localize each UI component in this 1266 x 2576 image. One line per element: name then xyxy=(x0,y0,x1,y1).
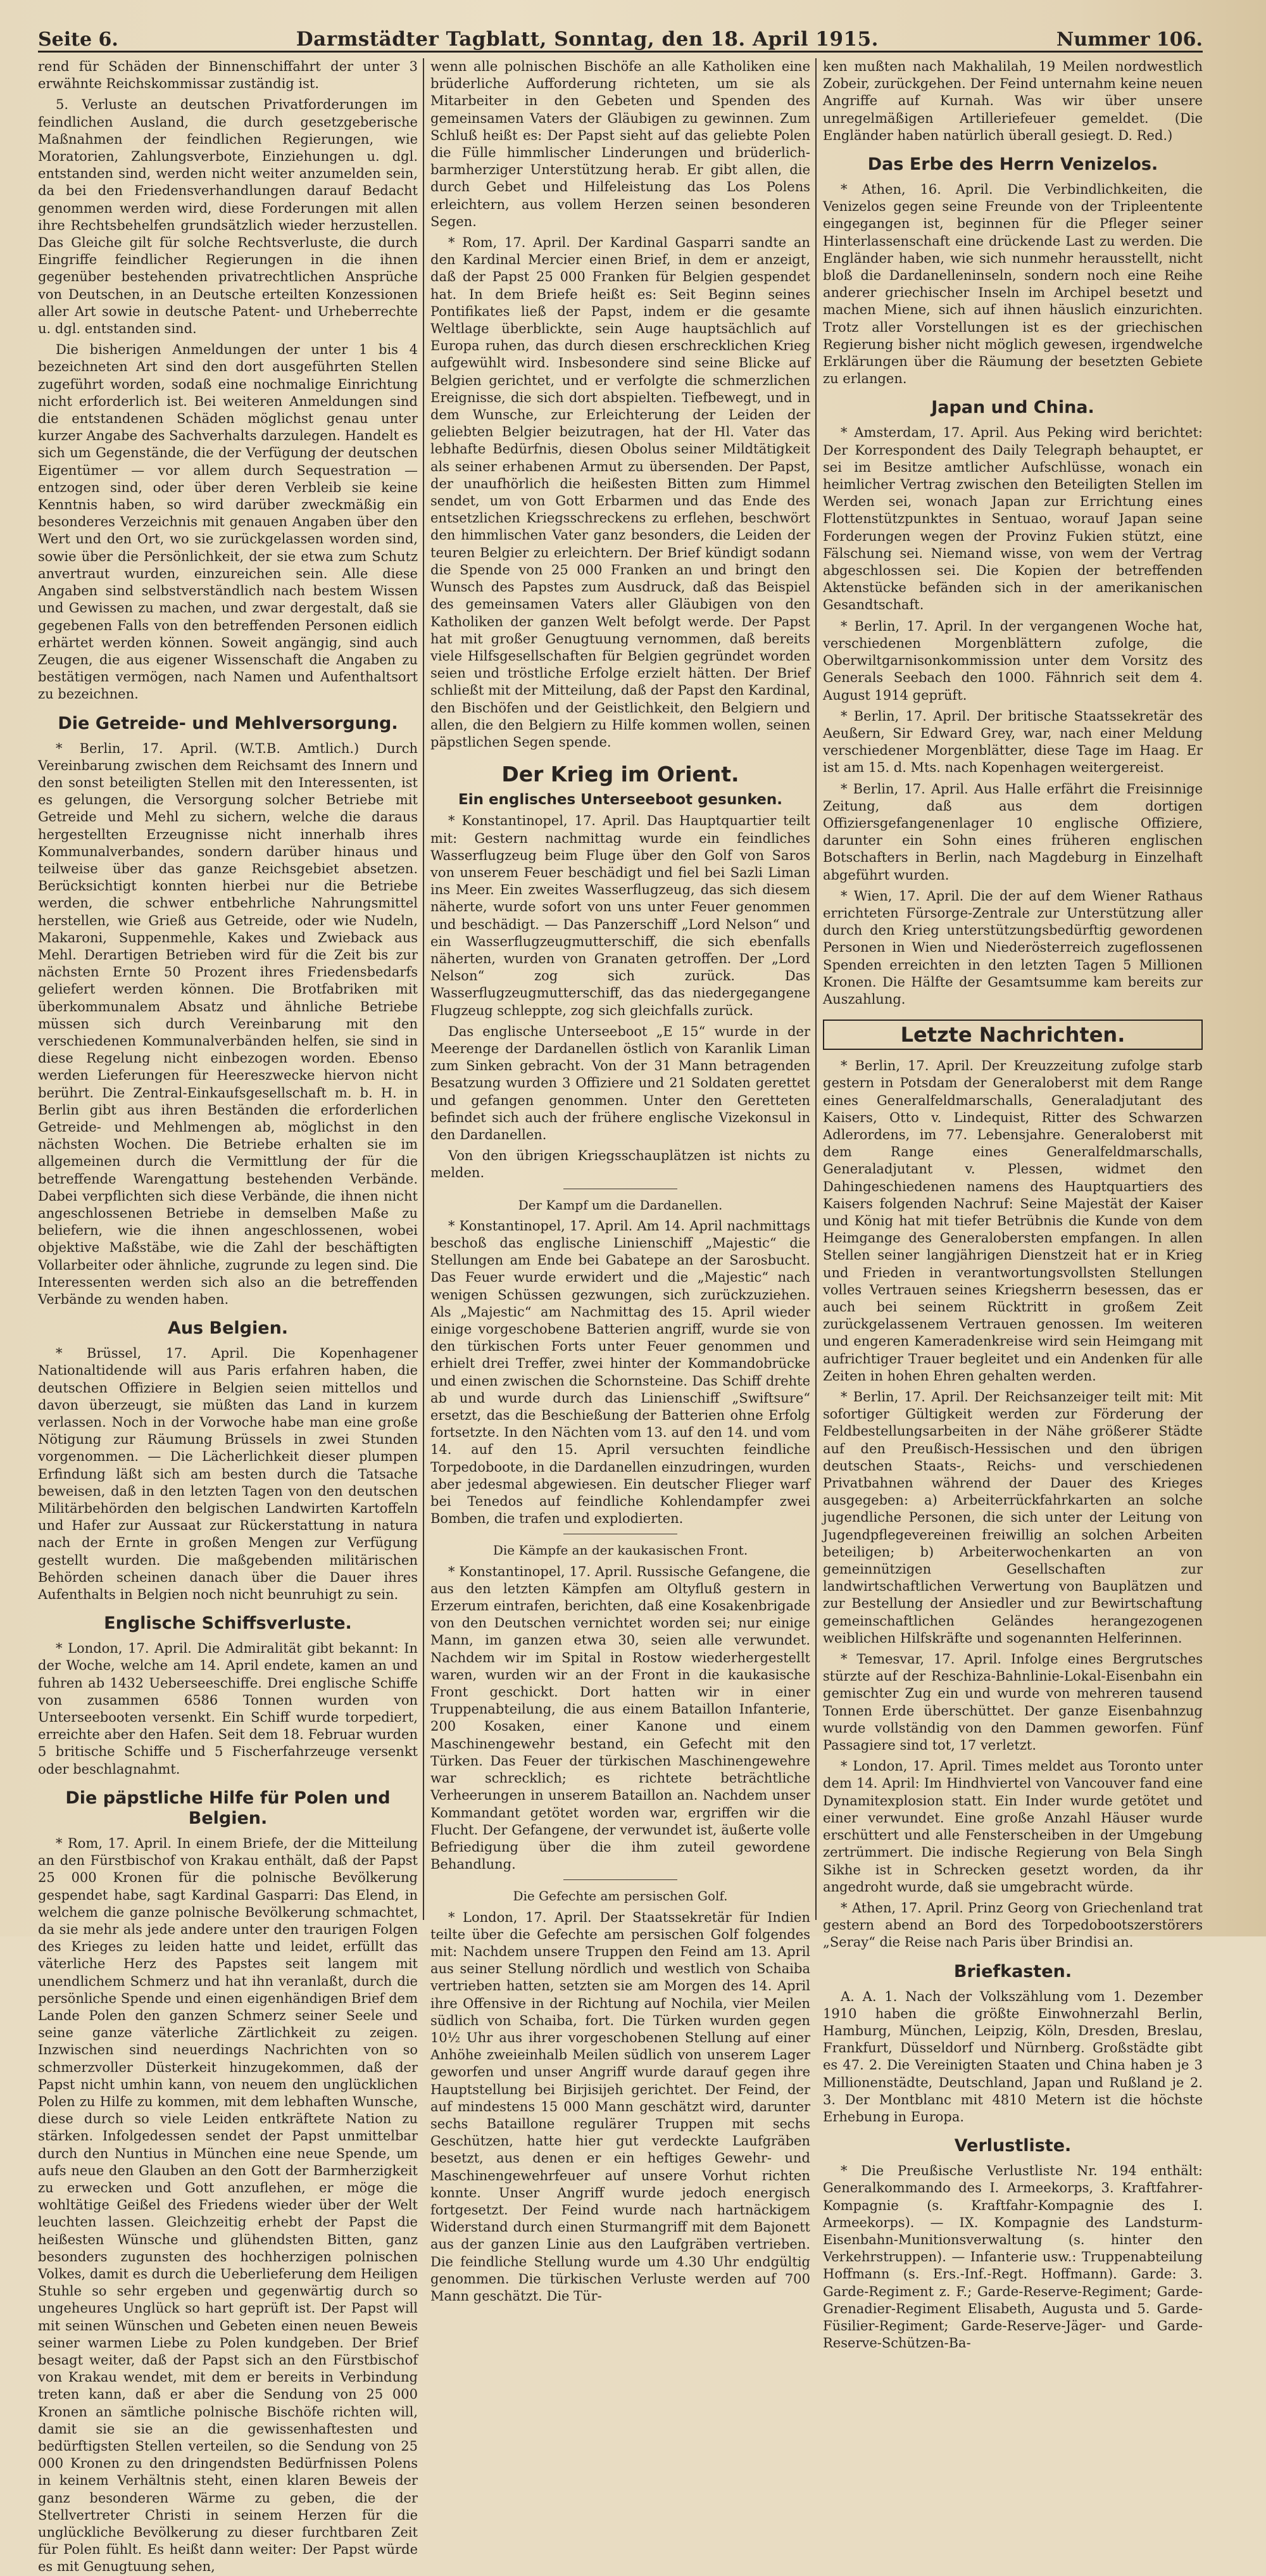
column-rule xyxy=(815,58,817,1920)
article-paragraph: Von den übrigen Kriegsschauplätzen ist nichts zu melden. xyxy=(430,1148,810,1181)
subheadline-unterseeboot: Ein englisches Unterseeboot gesunken. xyxy=(458,792,782,809)
article-paragraph: * Die Preußische Verlustliste Nr. 194 enthält: Generalkommando des I. Armeekorps, 3. Kraftfahrer-Kompagnie (s. Kraftfahr-Kompagnie des I. Armeekorps). — IX. Kompagnie des Landsturm-Eisenbahn-Munitionsverwaltung (s. hinter den Verkehrstruppen). — Infanterie usw.: Truppenabteilung Hoffmann (s. Ers.-Inf.-Regt. Hoffmann). Garde: 3. Garde-Regiment z. F.; Garde-Reserve-Regiment; Garde-Grenadier-Regiment Elisabeth, Augusta und 5. Garde-Füsilier-Regiment; Garde-Reserve-Jäger- und Garde-Reserve-Schützen-Ba- xyxy=(823,2163,1203,2351)
article-paragraph: * Amsterdam, 17. April. Aus Peking wird berichtet: Der Korrespondent des Daily Telegraph behauptet, er sei im Besitze amtlicher Aufschlüsse, wonach ein heimlicher Vertrag zwischen den Beteiligten Stellen im Werden sei, wonach Japan zur Errichtung eines Flottenstützpunktes in Sentuao, worauf Japan seine Forderungen wegen der Provinz Fukien stützt, eine Fälschung sei. Niemand wisse, von wem der Vertrag abgeschlossen sei. Die Kopien der betreffenden Aktenstücke befänden sich in der amerikanischen Gesandtschaft. xyxy=(823,425,1203,613)
headline-getreide: Die Getreide- und Mehlversorgung. xyxy=(58,713,398,733)
article-paragraph: * Berlin, 17. April. (W.T.B. Amtlich.) Durch Vereinbarung zwischen dem Reichsamt des Innern und den sonst beteiligten Stellen mit den Interessenten, ist es gelungen, die Versorgung solcher Betriebe mit Getreide und Mehl zu sichern, welche die daraus hergestellten Erzeugnisse nicht innerhalb ihres Kommunalverbandes, sondern darüber hinaus und teilweise über das ganze Reichsgebiet absetzen. Berücksichtigt konnten hierbei nur die Betriebe werden, die schwer entbehrliche Nahrungsmittel herstellen, wie Grieß aus Getreide, oder wie Nudeln, Makaroni, Suppenmehle, Kakes und Zwieback aus Mehl. Derartigen Betrieben wird für die Zeit bis zur nächsten Ernte 50 Prozent ihres Friedensbedarfs geliefert werden können. Die Brotfabriken mit überkommunalem Absatz und ähnliche Betriebe müssen sich durch Vereinbarung mit den verschiedenen Kommunalverbänden helfen, sie sind in diese Regelung nicht einbezogen worden. Ebenso werden Lieferungen für Heereszwecke hiervon nicht berührt. Die Zentral-Einkaufsgesellschaft m. b. H. in Berlin gibt aus ihren Beständen die erforderlichen Getreide- und Mehlmengen ab, möglichst in den nächsten Wochen. Die Betriebe erhalten sie im allgemeinen durch die Vermittlung der für die betreffende Warengattung bestehenden Verbände. Dabei verpflichten sich diese Verbände, die ihnen nicht angeschlossenen Betriebe in demselben Maße zu beliefern, wie die ihnen angeschlossenen, wobei objektive Maßstäbe, wie die Zahl der beschäftigten Vollarbeiter oder ähnliche, zugrunde zu legen sind. Die Interessenten werden sich also an die betreffenden Verbände zu wenden haben. xyxy=(38,740,418,1308)
article-paragraph: * Konstantinopel, 17. April. Am 14. April nachmittags beschoß das englische Linienschiff „Majestic“ die Stellungen am Ende bei Gabatepe an der Sarosbucht. Das Feuer wurde erwidert und die „Majestic“ nach wenigen Schüssen gezwungen, sich zurückzuziehen. Als „Majestic“ am Nachmittag des 15. April wieder einige vorgeschobene Batterien angriff, wurde sie von den türkischen Forts unter Feuer genommen und erhielt drei Treffer, zwei hinter der Kommandobrücke und einen zwischen die Schornsteine. Das Schiff drehte ab und wurde durch das Linienschiff „Swiftsure“ ersetzt, das die Beschießung der Batterien ohne Erfolg fortsetzte. In den Nächten vom 13. auf den 14. und vom 14. auf den 15. April versuchten feindliche Torpedoboote, in die Dardanellen einzudringen, wurden aber jedesmal abgewiesen. Ein deutscher Flieger warf bei Tenedos auf feindliche Kohlendampfer zwei Bomben, die trafen und explodierten. xyxy=(430,1218,810,1527)
article-paragraph: * London, 17. April. Der Staatssekretär für Indien teilte über die Gefechte am persischen Golf folgendes mit: Nachdem unsere Truppen den Feind am 13. April aus seiner Stellung nördlich und westlich von Schaiba vertrieben hatten, setzten sie am Morgen des 14. April ihre Offensive in der Richtung auf Nochila, vier Meilen südlich von Schaiba, fort. Die Türken wurden gegen 10½ Uhr aus ihrer vorgeschobenen Stellung auf einer Anhöhe zweieinhalb Meilen südlich von unserem Lager geworfen und unser Angriff wurde darauf gegen ihre Hauptstellung bei Birjisijeh gerichtet. Der Feind, der auf mindestens 15 000 Mann geschätzt wird, darunter sechs Bataillone regulärer Truppen mit sechs Geschützen, hatte hier gut verdeckte Laufgräben besetzt, aus denen er ein heftiges Gewehr- und Maschinengewehrfeuer auf unsere Vorhut richten konnte. Unser Angriff wurde jedoch energisch fortgesetzt. Der Feind wurde nach hartnäckigem Widerstand durch einen Sturmangriff mit dem Bajonett aus der ganzen Linie aus den Laufgräben vertrieben. Die feindliche Stellung wurde um 4.30 Uhr endgültig genommen. Die türkischen Verluste werden auf 700 Mann geschätzt. Die Tür- xyxy=(430,1909,810,2304)
article-paragraph: * London, 17. April. Die Admiralität gibt bekannt: In der Woche, welche am 14. April endete, kamen an und fuhren ab 1432 Ueberseeschiffe. Drei englische Schiffe von zusammen 6586 Tonnen wurden von Unterseebooten versenkt. Ein Schiff wurde torpediert, erreichte aber den Hafen. Seit dem 18. Februar wurden 5 britische Schiffe und 5 Fischerfahrzeuge versenkt oder beschlagnahmt. xyxy=(38,1641,418,1777)
subheadline-kaukasus: Die Kämpfe an der kaukasischen Front. xyxy=(492,1543,748,1558)
article-paragraph: Die bisherigen Anmeldungen der unter 1 bis 4 bezeichneten Art sind den dort ausgeführten Stellen zugeführt worden, sodaß eine nochmalige Einrichtung nicht erforderlich ist. Bei weiteren Anmeldungen sind die entstandenen Schäden möglichst genau unter kurzer Angabe des Sachverhalts darzulegen. Handelt es sich um Gegenstände, die der Verfügung der deutschen Eigentümer — vor allem durch Sequestration — entzogen sind, oder über deren Verbleib sie keine Kenntnis haben, so wird darüber zweckmäßig ein besonderes Verzeichnis mit genauen Angaben über den Wert und den Ort, wo sie zurückgelassen worden sind, sowie über die Persönlichkeit, der sie etwa zum Schutz anvertraut wurden, einzureichen sein. Alle diese Angaben sind selbstverständlich nach bestem Wissen und Gewissen zu machen, und zwar dergestalt, daß sie gegebenen Falls von den betreffenden Personen eidlich erhärtet werden können. Soweit angängig, sind auch Zeugen, die aus eigener Wissenschaft die Angaben zu bestätigen vermögen, nach Namen und Aufenthaltsort zu bezeichnen. xyxy=(38,342,418,702)
article-paragraph: * Wien, 17. April. Die der auf dem Wiener Rathaus errichteten Fürsorge-Zentrale zur Unterstützung aller durch den Krieg unterstützungsbedürftig gewordenen Personen in Wien und Niederösterreich zugeflossenen Spenden erreichten in den letzten Tagen 5 Millionen Kronen. Die Hälfte der Gesamtsumme kam bereits zur Auszahlung. xyxy=(823,888,1203,1007)
article-paragraph: * Berlin, 17. April. Der Reichsanzeiger teilt mit: Mit sofortiger Gültigkeit werden zur Förderung der Feldbestellungsarbeiten in der Nähe größerer Städte auf den Preußisch-Hessischen und den übrigen deutschen Staats-, Reichs- und verschiedenen Privatbahnen während der Dauer des Krieges ausgegeben: a) Arbeiterrückfahrkarten an solche jugendliche Personen, die sich unter der Leitung von Jugendpflegevereinen freiwillig an solchen Arbeiten beteiligen; b) Arbeiterwochenkarten an von gemeinnützigen Gesellschaften zur landwirtschaftlichen Verwertung von Bauplätzen und zur Bestellung der Ansiedler und zur Bewirtschaftung gemeinschaftlichen Geländes herangezogenen weiblichen Hilfskräfte und sogenannten Helferinnen. xyxy=(823,1389,1203,1646)
article-paragraph: * Rom, 17. April. In einem Briefe, der die Mitteilung an den Fürstbischof von Krakau enthält, daß der Papst 25 000 Kronen für die polnische Bevölkerung gespendet habe, sagt Kardinal Gasparri: Das Elend, in welchem die ganze polnische Bevölkerung schmachtet, da sie mehr als jede andere unter den traurigen Folgen des Krieges zu leiden hatte und leidet, erfüllt das väterliche Herz des Papstes seit langem mit unendlichem Schmerz und hat ihn veranlaßt, durch die persönliche Spende und einen eigenhändigen Brief dem Lande Polen den ganzen Schmerz seiner Seele und seine ganze väterliche Zärtlichkeit zu zeigen. Inzwischen sind neuerdings Nachrichten von so schmerzvoller Düsterkeit hinzugekommen, daß der Papst nicht umhin kann, von neuem den unglücklichen Polen zu Hilfe zu kommen, mit dem lebhaften Wunsche, diese durch so viele Leiden entkräftete Nation zu stärken. Infolgedessen sendet der Papst unmittelbar durch den Nuntius in München eine neue Spende, um aufs neue den Glauben an den Gott der Barmherzigkeit zu erwecken und Gott anzuflehen, er möge die wohltätige Geißel des Friedens wieder über der Welt leuchten lassen. Gleichzeitig erhebt der Papst die heißesten Wünsche und glühendsten Bitten, ganz besonders zugunsten des hochherzigen polnischen Volkes, damit es durch die Ueberlieferung dem Heiligen Stuhle so sehr ergeben und gegenwärtig durch so ungeheures Unglück so hart geprüft ist. Der Papst will mit seinen Wünschen und Gebeten einen neuen Beweis seiner warmen Liebe zu Polen kundgeben. Der Brief besagt weiter, daß der Papst sich an den Fürstbischof von Krakau wendet, mit dem er bereits in Verbindung treten kann, daß er aber die Sendung von 25 000 Kronen an sämtliche polnische Bischöfe richten will, damit sie sie an die gewissenhaftesten und bedürftigsten Stellen verteilen, so die Sendung von 25 000 Kronen zu den dringendsten Bedürfnissen Polens in keinem Verhältnis steht, einen klaren Beweis der ganz besonderen Wärme zu geben, die der Stellvertreter Christi in seinem Herzen für die unglückliche Bevölkerung zu dieser furchtbaren Zeit für Polen fühlt. Es heißt dann weiter: Der Papst würde es mit Genugtuung sehen, xyxy=(38,1835,418,2575)
article-paragraph: * Berlin, 17. April. Der britische Staatssekretär des Aeußern, Sir Edward Grey, war, nach einer Meldung verschiedener Morgenblätter, diese Tage im Haag. Er ist am 15. d. Mts. nach Kopenhagen weitergereist. xyxy=(823,708,1203,776)
article-paragraph: * Athen, 17. April. Prinz Georg von Griechenland trat gestern abend an Bord des Torpedobootszerstörers „Seray“ die Reise nach Paris über Brindisi an. xyxy=(823,1900,1203,1950)
masthead xyxy=(38,18,1203,53)
headline-venizelos: Das Erbe des Herrn Venizelos. xyxy=(867,155,1158,175)
headline-krieg-orient: Der Krieg im Orient. xyxy=(501,762,739,787)
headline-verlustliste: Verlustliste. xyxy=(954,2136,1072,2156)
issue-number: Nummer 106. xyxy=(1056,28,1203,51)
article-paragraph: * Berlin, 17. April. Der Kreuzzeitung zufolge starb gestern in Potsdam der Generaloberst mit dem Range eines Generalfeldmarschalls, Generaladjutant des Kaisers, Otto v. Lindequist, Ritter des Schwarzen Adlerordens, im 77. Lebensjahre. Generaloberst mit dem Range eines Generalfeldmarschalls, Generaladjutant v. Plessen, widmet den Dahingeschiedenen namens des Hauptquartiers des Kaisers folgenden Nachruf: Seine Majestät der Kaiser und König hat mit tiefer Betrübnis die Kunde von dem Heimgange des Generalobersten empfangen. In allen Stellen seiner langjährigen Dienstzeit hat er in Krieg und Frieden in verantwortungsvollsten Stellungen volles Vertrauen seines Kriegsherrn besessen, das er auch bei seinem Rücktritt in großem Zeit zurückgelassenem Vertrauen genossen. Im weiteren und engeren Kameradenkreise wird sein Heimgang mit aufrichtiger Trauer begleitet und ein Andenken für alle Zeiten in hohen Ehren gehalten werden. xyxy=(823,1058,1203,1384)
article-paragraph: rend für Schäden der Binnenschiffahrt der unter 3 erwähnte Reichskommissar zuständig ist. xyxy=(38,59,418,92)
subheadline-dardanellen: Der Kampf um die Dardanellen. xyxy=(518,1197,723,1213)
headline-letzte-nachrichten: Letzte Nachrichten. xyxy=(823,1020,1203,1050)
headline-schiffsverluste: Englische Schiffsverluste. xyxy=(104,1613,352,1634)
article-paragraph: * London, 17. April. Times meldet aus Toronto unter dem 14. April: Im Hindhviertel von Vancouver fand eine Dynamitexplosion statt. Ein Inder wurde getötet und einer verwundet. Eine große Anzahl Häuser wurde erschüttert und alle Fensterscheiben in der Umgebung zertrümmert. Die indische Regierung von Bela Singh Sikhe ist in Schrecken gesetzt worden, da ihr angedroht wurde, daß sie umgebracht würde. xyxy=(823,1758,1203,1895)
headline-briefkasten: Briefkasten. xyxy=(953,1961,1072,1981)
column-2 xyxy=(430,58,810,2304)
article-paragraph: * Konstantinopel, 17. April. Das Hauptquartier teilt mit: Gestern nachmittag wurde ein feindliches Wasserflugzeug beim Fluge über den Golf von Saros von unserem Feuer beschädigt und fiel bei Sazli Liman ins Meer. Ein zweites Wasserflugzeug, das sich diesem näherte, wurde sofort von uns unter Feuer genommen und beschädigt. — Das Panzerschiff „Lord Nelson“ und ein Wasserflugzeugmutterschiff, die sich ebenfalls näherten, wurden von Granaten getroffen. Der „Lord Nelson“ zog sich zurück. Das Wasserflugzeugmutterschiff, das das niedergegangene Flugzeug schleppte, zog sich gleichfalls zurück. xyxy=(430,813,810,1018)
article-paragraph: * Berlin, 17. April. Aus Halle erfährt die Freisinnige Zeitung, daß aus dem dortigen Offiziersgefangenenlager 10 englische Offiziere, darunter ein Sohn eines früheren englischen Botschafters in Berlin, nach Magdeburg in Einzelhaft abgeführt wurden. xyxy=(823,781,1203,883)
article-paragraph: A. A. 1. Nach der Volkszählung vom 1. Dezember 1910 haben die größte Einwohnerzahl Berlin, Hamburg, München, Leipzig, Köln, Dresden, Breslau, Frankfurt, Düsseldorf und Nürnberg. Großstädte gibt es 47. 2. Die Vereinigten Staaten und China haben je 3 Millionenstädte, Deutschland, Japan und Rußland je 2. 3. Der Montblanc mit 4810 Metern ist die höchste Erhebung in Europa. xyxy=(823,1988,1203,2125)
article-paragraph: * Berlin, 17. April. In der vergangenen Woche hat, verschiedenen Morgenblättern zufolge, die Oberwiltgarnisonkommission unter dem Vorsitz des Generals Seebach den 1000. Fähnrich seit dem 4. August 1914 geprüft. xyxy=(823,618,1203,703)
article-paragraph: * Brüssel, 17. April. Die Kopenhagener Nationaltidende will aus Paris erfahren haben, die deutschen Offiziere in Belgien seien mittellos und davon überzeugt, sie müßten das Land in kurzem verlassen. Noch in der Vorwoche habe man eine große Nötigung zur Räumung Brüssels in zwei Stunden vorgenommen. — Die Lächerlichkeit dieser plumpen Erfindung läßt sich am besten durch die Tatsache beweisen, daß in den letzten Tagen von den deutschen Militärbehörden den belgischen Landwirten Kartoffeln und Hafer zur Aussaat zur Rückerstattung in natura nach der Ernte in großen Mengen zur Verfügung gestellt wurden. Die maßgebenden militärischen Behörden scheinen danach über die Dauer ihres Aufenthalts in Belgien noch nicht beunruhigt zu sein. xyxy=(38,1346,418,1603)
column-1 xyxy=(38,58,418,2575)
column-3 xyxy=(823,58,1203,2351)
article-paragraph: wenn alle polnischen Bischöfe an alle Katholiken eine brüderliche Aufforderung richteten, um sie als Mitarbeiter in den Gebeten und Spenden des gemeinsamen Vaters der Gläubigen zu gewinnen. Zum Schluß heißt es: Der Papst sieht auf das geliebte Polen die Fülle himmlischer Linderungen und brüderlich-barmherziger Unterstützung herab. Er gibt allen, die durch Gebet und Hilfeleistung das Los Polens erleichtern, aus vollem Herzen seinen besonderen Segen. xyxy=(430,59,810,229)
article-paragraph: 5. Verluste an deutschen Privatforderungen im feindlichen Ausland, die durch gesetzgeberische Maßnahmen der feindlichen Regierungen, wie Moratorien, Zahlungsverbote, Einziehungen u. dgl. entstanden sind, werden nicht weiter anzumelden sein, da bei den Friedensverhandlungen darauf Bedacht genommen werden wird, diese Forderungen mit allen ihre Rechtsbehelfen grundsätzlich wieder herzustellen. Das Gleiche gilt für solche Rechtsverluste, die durch Eingriffe feindlicher Regierungen in die ihnen gegenüber bestehenden privatrechtlichen Ansprüche von Deutschen, in an Deutsche erteilten Konzessionen aller Art sowie in deutsche Patent- und Urheberrechte u. dgl. entstanden sind. xyxy=(38,97,418,337)
headline-japan-china: Japan und China. xyxy=(931,398,1094,418)
article-paragraph: * Athen, 16. April. Die Verbindlichkeiten, die Venizelos gegen seine Freunde von der Tripleentente eingegangen ist, beginnen für die Pfleger seiner Hinterlassenschaft eine drückende Last zu werden. Die Engländer haben, wie sich nunmehr herausstellt, nicht bloß die Dardanelleninseln, sondern noch eine Reihe anderer griechischer Inseln im Archipel besetzt und machen Miene, sich auf ihnen häuslich einzurichten. Trotz aller Vorstellungen ist es der griechischen Regierung bisher nicht möglich gewesen, irgendwelche Erklärungen über die Räumung der besetzten Gebiete zu erlangen. xyxy=(823,182,1203,387)
article-paragraph: * Temesvar, 17. April. Infolge eines Bergrutsches stürzte auf der Reschiza-Bahnlinie-Lokal-Eisenbahn ein gemischter Zug ein und wurde von mehreren tausend Tonnen Erde überschüttet. Der ganze Eisenbahnzug wurde vollständig von den Dammen geworfen. Fünf Passagiere sind tot, 17 verletzt. xyxy=(823,1651,1203,1753)
headline-belgien: Aus Belgien. xyxy=(167,1318,289,1339)
subheadline-persischer-golf: Die Gefechte am persischen Golf. xyxy=(513,1888,728,1904)
article-paragraph: ken mußten nach Makhalilah, 19 Meilen nordwestlich Zobeir, zurückgehen. Der Feind unternahm keine neuen Angriffe auf Kurnah. Was wir über unsere unregelmäßigen Artilleriefeuer gemeldet. (Die Engländer haben natürlich überall gesiegt. D. Red.) xyxy=(823,59,1203,143)
article-paragraph: Das englische Unterseeboot „E 15“ wurde in der Meerenge der Dardanellen östlich von Karanlik Liman zum Sinken gebracht. Von der 31 Mann betragenden Besatzung wurden 3 Offiziere und 21 Soldaten gerettet und gefangen genommen. Unter den Geretteten befindet sich auch der frühere englische Vizekonsul in den Dardanellen. xyxy=(430,1023,810,1142)
page-number: Seite 6. xyxy=(38,28,118,51)
newspaper-title-date: Darmstädter Tagblatt, Sonntag, den 18. April 1915. xyxy=(296,28,879,51)
column-rule xyxy=(423,58,424,1920)
divider xyxy=(563,1879,677,1880)
headline-paepstliche-hilfe: Die päpstliche Hilfe für Polen und Belgien. xyxy=(65,1788,391,1828)
article-paragraph: * Konstantinopel, 17. April. Russische Gefangene, die aus den letzten Kämpfen am Oltyfluß gestern in Erzerum eintrafen, berichten, daß eine Kosakenbrigade von den Deutschen vernichtet worden sei; nur einige Mann, im ganzen etwa 30, seien alle verwundet. Nachdem wir im Spital in Rostow wiederhergestellt waren, wurden wir an der Front in die kaukasische Front geschickt. Dort hatten wir in einer Truppenabteilung, die aus einem Bataillon Infanterie, 200 Kosaken, einer Kanone und einem Maschinengewehr bestand, ein Gefecht mit den Türken. Das Feuer der türkischen Maschinengewehre war schrecklich; es richtete beträchtliche Verheerungen in unserem Bataillon an. Nachdem unser Kommandant getötet worden war, ergriffen wir die Flucht. Der Gefangene, der verwundet ist, äußerte volle Befriedigung über die ihm zuteil gewordene Behandlung. xyxy=(430,1563,810,1872)
article-paragraph: * Rom, 17. April. Der Kardinal Gasparri sandte an den Kardinal Mercier einen Brief, in dem er anzeigt, daß der Papst 25 000 Franken für Belgien gespendet hat. In dem Briefe heißt es: Seit Beginn seines Pontifikates ließ der Papst, indem er die gesamte Weltlage überblickte, sein Auge hauptsächlich auf Europa ruhen, das durch diesen erschrecklichen Krieg aufgewühlt wird. Insbesondere sind seine Blicke auf Belgien gerichtet, und er verfolgte die schmerzlichen Ereignisse, die sich dort abspielten. Tiefbewegt, und in dem Wunsche, zur Erleichterung der Leiden der geliebten Belgier beizutragen, hat der Hl. Vater das lebhafte Bedürfnis, diesen Obolus seiner Mildtätigkeit als seiner erhabenen Armut zu übersenden. Der Papst, der unaufhörlich die heißesten Bitten zum Himmel sendet, um von Gott Erbarmen und das Ende des entsetzlichen Kriegsschreckens zu erflehen, beschwört den himmlischen Vater ganz besonders, die Leiden der teuren Belgier zu erleichtern. Der Brief kündigt sodann die Spende von 25 000 Franken an und bringt den Wunsch des Papstes zum Ausdruck, daß das Beispiel des gemeinsamen Vaters aller Gläubigen von den Katholiken der ganzen Welt befolgt werde. Der Papst hat mit großer Genugtuung vernommen, daß bereits viele Hilfsgesellschaften für Belgien gegründet worden seien und tröstliche Erfolge erzielt hätten. Der Brief schließt mit der Mitteilung, daß der Papst den Kardinal, den Bischöfen und der Geistlichkeit, den Belgiern und allen, die den Belgiern zu Hilfe kommen wollen, seinen päpstlichen Segen spende. xyxy=(430,235,810,750)
